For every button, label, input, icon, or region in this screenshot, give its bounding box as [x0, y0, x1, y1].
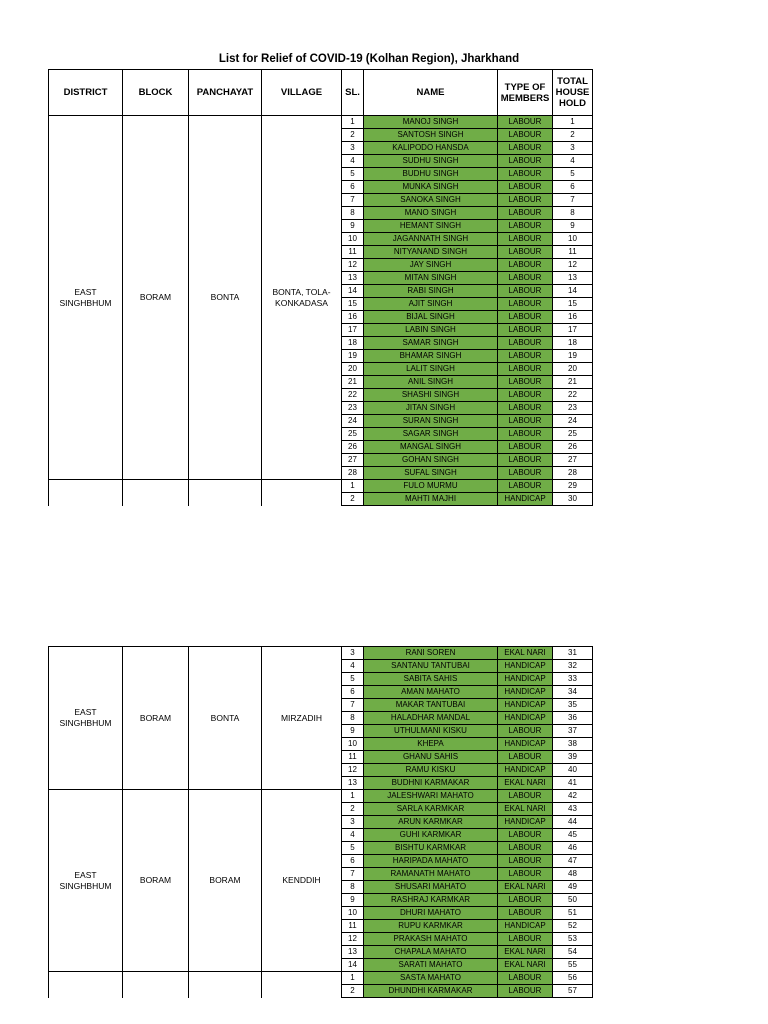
- total-household-cell: 31: [553, 647, 593, 660]
- total-household-cell: 5: [553, 168, 593, 181]
- total-household-cell: 27: [553, 454, 593, 467]
- member-type-cell: HANDICAP: [498, 673, 553, 686]
- sl-cell: 6: [342, 181, 364, 194]
- total-household-cell: 45: [553, 829, 593, 842]
- table-row: [49, 647, 593, 660]
- total-household-cell: 19: [553, 350, 593, 363]
- member-type-cell: HANDICAP: [498, 660, 553, 673]
- sl-cell: 20: [342, 363, 364, 376]
- member-type-header: TYPE OF MEMBERS: [498, 70, 553, 116]
- total-household-cell: 23: [553, 402, 593, 415]
- table-row: [49, 480, 593, 493]
- member-type-cell: EKAL NARI: [498, 777, 553, 790]
- name-header: NAME: [364, 70, 498, 116]
- sl-cell: 1: [342, 790, 364, 803]
- district-cell: EAST SINGHBHUM: [49, 116, 123, 480]
- total-household-cell: 44: [553, 816, 593, 829]
- relief-table-page-1: [48, 69, 593, 506]
- name-cell: HEMANT SINGH: [364, 220, 498, 233]
- total-household-cell: 7: [553, 194, 593, 207]
- total-household-cell: 40: [553, 764, 593, 777]
- panchayat-header: PANCHAYAT: [189, 70, 262, 116]
- name-cell: SANTOSH SINGH: [364, 129, 498, 142]
- block-cell: [123, 480, 189, 506]
- name-cell: MAKAR TANTUBAI: [364, 699, 498, 712]
- sl-cell: 10: [342, 907, 364, 920]
- sl-cell: 17: [342, 324, 364, 337]
- total-household-cell: 39: [553, 751, 593, 764]
- member-type-cell: LABOUR: [498, 298, 553, 311]
- sl-header: SL.: [342, 70, 364, 116]
- member-type-cell: LABOUR: [498, 415, 553, 428]
- member-type-cell: LABOUR: [498, 233, 553, 246]
- total-household-cell: 9: [553, 220, 593, 233]
- name-cell: MANOJ SINGH: [364, 116, 498, 129]
- sl-cell: 3: [342, 647, 364, 660]
- total-household-cell: 54: [553, 946, 593, 959]
- total-household-cell: 13: [553, 272, 593, 285]
- relief-table-page-2: [48, 646, 593, 998]
- name-cell: LABIN SINGH: [364, 324, 498, 337]
- total-household-cell: 38: [553, 738, 593, 751]
- name-cell: KALIPODO HANSDA: [364, 142, 498, 155]
- name-cell: ARUN KARMKAR: [364, 816, 498, 829]
- name-cell: SHUSARI MAHATO: [364, 881, 498, 894]
- total-household-cell: 29: [553, 480, 593, 493]
- total-household-cell: 30: [553, 493, 593, 506]
- village-cell: [262, 972, 342, 998]
- block-header: BLOCK: [123, 70, 189, 116]
- village-cell: MIRZADIH: [262, 647, 342, 790]
- member-type-cell: LABOUR: [498, 246, 553, 259]
- sl-cell: 2: [342, 803, 364, 816]
- total-household-cell: 16: [553, 311, 593, 324]
- member-type-cell: HANDICAP: [498, 920, 553, 933]
- total-household-cell: 10: [553, 233, 593, 246]
- sl-cell: 11: [342, 246, 364, 259]
- total-household-cell: 49: [553, 881, 593, 894]
- member-type-cell: LABOUR: [498, 428, 553, 441]
- sl-cell: 2: [342, 985, 364, 998]
- table-row: [49, 790, 593, 803]
- member-type-cell: LABOUR: [498, 324, 553, 337]
- sl-cell: 13: [342, 777, 364, 790]
- sl-cell: 4: [342, 829, 364, 842]
- total-household-cell: 24: [553, 415, 593, 428]
- member-type-cell: LABOUR: [498, 181, 553, 194]
- member-type-cell: LABOUR: [498, 142, 553, 155]
- name-cell: MANGAL SINGH: [364, 441, 498, 454]
- sl-cell: 8: [342, 881, 364, 894]
- member-type-cell: EKAL NARI: [498, 803, 553, 816]
- sl-cell: 24: [342, 415, 364, 428]
- name-cell: GUHI KARMKAR: [364, 829, 498, 842]
- panchayat-cell: BORAM: [189, 790, 262, 972]
- sl-cell: 7: [342, 699, 364, 712]
- name-cell: SUDHU SINGH: [364, 155, 498, 168]
- village-cell: KENDDIH: [262, 790, 342, 972]
- total-household-cell: 34: [553, 686, 593, 699]
- sl-cell: 5: [342, 673, 364, 686]
- member-type-cell: LABOUR: [498, 454, 553, 467]
- district-cell: EAST SINGHBHUM: [49, 790, 123, 972]
- name-cell: AMAN MAHATO: [364, 686, 498, 699]
- total-household-cell: 22: [553, 389, 593, 402]
- name-cell: JALESHWARI MAHATO: [364, 790, 498, 803]
- name-cell: ANIL SINGH: [364, 376, 498, 389]
- member-type-cell: LABOUR: [498, 933, 553, 946]
- block-cell: BORAM: [123, 116, 189, 480]
- sl-cell: 10: [342, 738, 364, 751]
- name-cell: BUDHU SINGH: [364, 168, 498, 181]
- name-cell: MANO SINGH: [364, 207, 498, 220]
- total-household-cell: 37: [553, 725, 593, 738]
- total-household-cell: 51: [553, 907, 593, 920]
- member-type-cell: LABOUR: [498, 790, 553, 803]
- sl-cell: 14: [342, 959, 364, 972]
- name-cell: FULO MURMU: [364, 480, 498, 493]
- total-household-cell: 18: [553, 337, 593, 350]
- sl-cell: 6: [342, 686, 364, 699]
- member-type-cell: EKAL NARI: [498, 881, 553, 894]
- total-household-cell: 52: [553, 920, 593, 933]
- total-household-cell: 17: [553, 324, 593, 337]
- member-type-cell: LABOUR: [498, 194, 553, 207]
- member-type-cell: LABOUR: [498, 467, 553, 480]
- member-type-cell: LABOUR: [498, 842, 553, 855]
- sl-cell: 26: [342, 441, 364, 454]
- name-cell: BUDHNI KARMAKAR: [364, 777, 498, 790]
- village-header: VILLAGE: [262, 70, 342, 116]
- total-household-cell: 50: [553, 894, 593, 907]
- sl-cell: 10: [342, 233, 364, 246]
- member-type-cell: LABOUR: [498, 725, 553, 738]
- sl-cell: 9: [342, 220, 364, 233]
- sl-cell: 16: [342, 311, 364, 324]
- name-cell: AJIT SINGH: [364, 298, 498, 311]
- sl-cell: 9: [342, 725, 364, 738]
- sl-cell: 15: [342, 298, 364, 311]
- name-cell: MUNKA SINGH: [364, 181, 498, 194]
- total-household-cell: 26: [553, 441, 593, 454]
- sl-cell: 5: [342, 168, 364, 181]
- member-type-cell: LABOUR: [498, 751, 553, 764]
- member-type-cell: LABOUR: [498, 285, 553, 298]
- sl-cell: 4: [342, 660, 364, 673]
- document-title: List for Relief of COVID-19 (Kolhan Region), Jharkhand: [218, 53, 520, 65]
- district-cell: [49, 480, 123, 506]
- member-type-cell: LABOUR: [498, 220, 553, 233]
- total-household-cell: 3: [553, 142, 593, 155]
- name-cell: SURAN SINGH: [364, 415, 498, 428]
- sl-cell: 27: [342, 454, 364, 467]
- name-cell: SANTANU TANTUBAI: [364, 660, 498, 673]
- total-household-cell: 56: [553, 972, 593, 985]
- sl-cell: 9: [342, 894, 364, 907]
- name-cell: SABITA SAHIS: [364, 673, 498, 686]
- member-type-cell: LABOUR: [498, 207, 553, 220]
- sl-cell: 18: [342, 337, 364, 350]
- member-type-cell: EKAL NARI: [498, 647, 553, 660]
- sl-cell: 1: [342, 116, 364, 129]
- table-row: [49, 116, 593, 129]
- sl-cell: 8: [342, 712, 364, 725]
- total-household-cell: 20: [553, 363, 593, 376]
- member-type-cell: LABOUR: [498, 350, 553, 363]
- total-household-cell: 48: [553, 868, 593, 881]
- sl-cell: 13: [342, 946, 364, 959]
- name-cell: MAHTI MAJHI: [364, 493, 498, 506]
- name-cell: BISHTU KARMKAR: [364, 842, 498, 855]
- name-cell: RASHRAJ KARMKAR: [364, 894, 498, 907]
- name-cell: BIJAL SINGH: [364, 311, 498, 324]
- member-type-cell: EKAL NARI: [498, 959, 553, 972]
- name-cell: SASTA MAHATO: [364, 972, 498, 985]
- total-household-cell: 41: [553, 777, 593, 790]
- member-type-cell: LABOUR: [498, 272, 553, 285]
- sl-cell: 12: [342, 764, 364, 777]
- total-household-cell: 33: [553, 673, 593, 686]
- member-type-cell: LABOUR: [498, 868, 553, 881]
- member-type-cell: LABOUR: [498, 389, 553, 402]
- name-cell: NITYANAND SINGH: [364, 246, 498, 259]
- member-type-cell: LABOUR: [498, 129, 553, 142]
- name-cell: JAY SINGH: [364, 259, 498, 272]
- name-cell: HARIPADA MAHATO: [364, 855, 498, 868]
- sl-cell: 4: [342, 155, 364, 168]
- block-cell: BORAM: [123, 647, 189, 790]
- member-type-cell: LABOUR: [498, 155, 553, 168]
- member-type-cell: LABOUR: [498, 337, 553, 350]
- name-cell: RAMANATH MAHATO: [364, 868, 498, 881]
- total-household-cell: 46: [553, 842, 593, 855]
- sl-cell: 22: [342, 389, 364, 402]
- sl-cell: 7: [342, 868, 364, 881]
- table-row: [49, 972, 593, 985]
- sl-cell: 23: [342, 402, 364, 415]
- member-type-cell: LABOUR: [498, 376, 553, 389]
- member-type-cell: HANDICAP: [498, 816, 553, 829]
- member-type-cell: LABOUR: [498, 480, 553, 493]
- sl-cell: 1: [342, 480, 364, 493]
- total-household-cell: 55: [553, 959, 593, 972]
- sl-cell: 25: [342, 428, 364, 441]
- total-household-cell: 42: [553, 790, 593, 803]
- total-household-cell: 15: [553, 298, 593, 311]
- member-type-cell: LABOUR: [498, 311, 553, 324]
- member-type-cell: LABOUR: [498, 363, 553, 376]
- sl-cell: 6: [342, 855, 364, 868]
- sl-cell: 2: [342, 129, 364, 142]
- block-cell: BORAM: [123, 790, 189, 972]
- name-cell: JAGANNATH SINGH: [364, 233, 498, 246]
- block-cell: [123, 972, 189, 998]
- member-type-cell: EKAL NARI: [498, 946, 553, 959]
- total-household-cell: 6: [553, 181, 593, 194]
- total-household-cell: 32: [553, 660, 593, 673]
- member-type-cell: HANDICAP: [498, 699, 553, 712]
- name-cell: KHEPA: [364, 738, 498, 751]
- panchayat-cell: [189, 972, 262, 998]
- sl-cell: 5: [342, 842, 364, 855]
- sl-cell: 1: [342, 972, 364, 985]
- sl-cell: 14: [342, 285, 364, 298]
- total-household-cell: 2: [553, 129, 593, 142]
- name-cell: CHAPALA MAHATO: [364, 946, 498, 959]
- panchayat-cell: [189, 480, 262, 506]
- total-household-cell: 25: [553, 428, 593, 441]
- total-household-cell: 8: [553, 207, 593, 220]
- name-cell: SHASHI SINGH: [364, 389, 498, 402]
- name-cell: SAGAR SINGH: [364, 428, 498, 441]
- member-type-cell: LABOUR: [498, 855, 553, 868]
- name-cell: UTHULMANI KISKU: [364, 725, 498, 738]
- sl-cell: 21: [342, 376, 364, 389]
- member-type-cell: HANDICAP: [498, 493, 553, 506]
- name-cell: RUPU KARMKAR: [364, 920, 498, 933]
- sl-cell: 3: [342, 816, 364, 829]
- sl-cell: 2: [342, 493, 364, 506]
- district-header: DISTRICT: [49, 70, 123, 116]
- total-household-cell: 43: [553, 803, 593, 816]
- member-type-cell: HANDICAP: [498, 738, 553, 751]
- name-cell: HALADHAR MANDAL: [364, 712, 498, 725]
- total-household-header: TOTAL HOUSE HOLD: [553, 70, 593, 116]
- panchayat-cell: BONTA: [189, 647, 262, 790]
- name-cell: DHURI MAHATO: [364, 907, 498, 920]
- member-type-cell: LABOUR: [498, 116, 553, 129]
- total-household-cell: 35: [553, 699, 593, 712]
- name-cell: GOHAN SINGH: [364, 454, 498, 467]
- total-household-cell: 14: [553, 285, 593, 298]
- sl-cell: 11: [342, 751, 364, 764]
- name-cell: SUFAL SINGH: [364, 467, 498, 480]
- total-household-cell: 28: [553, 467, 593, 480]
- sl-cell: 13: [342, 272, 364, 285]
- member-type-cell: LABOUR: [498, 907, 553, 920]
- header-row: [49, 70, 593, 116]
- village-cell: [262, 480, 342, 506]
- member-type-cell: LABOUR: [498, 894, 553, 907]
- name-cell: LALIT SINGH: [364, 363, 498, 376]
- sl-cell: 8: [342, 207, 364, 220]
- member-type-cell: LABOUR: [498, 829, 553, 842]
- sl-cell: 28: [342, 467, 364, 480]
- panchayat-cell: BONTA: [189, 116, 262, 480]
- sl-cell: 12: [342, 933, 364, 946]
- name-cell: DHUNDHI KARMAKAR: [364, 985, 498, 998]
- member-type-cell: HANDICAP: [498, 686, 553, 699]
- total-household-cell: 53: [553, 933, 593, 946]
- sl-cell: 7: [342, 194, 364, 207]
- name-cell: SANOKA SINGH: [364, 194, 498, 207]
- total-household-cell: 1: [553, 116, 593, 129]
- member-type-cell: LABOUR: [498, 259, 553, 272]
- name-cell: RANI SOREN: [364, 647, 498, 660]
- member-type-cell: LABOUR: [498, 402, 553, 415]
- name-cell: MITAN SINGH: [364, 272, 498, 285]
- member-type-cell: HANDICAP: [498, 712, 553, 725]
- name-cell: BHAMAR SINGH: [364, 350, 498, 363]
- member-type-cell: LABOUR: [498, 168, 553, 181]
- member-type-cell: LABOUR: [498, 972, 553, 985]
- total-household-cell: 4: [553, 155, 593, 168]
- total-household-cell: 57: [553, 985, 593, 998]
- member-type-cell: LABOUR: [498, 985, 553, 998]
- total-household-cell: 47: [553, 855, 593, 868]
- member-type-cell: HANDICAP: [498, 764, 553, 777]
- district-cell: EAST SINGHBHUM: [49, 647, 123, 790]
- total-household-cell: 36: [553, 712, 593, 725]
- district-cell: [49, 972, 123, 998]
- sl-cell: 3: [342, 142, 364, 155]
- name-cell: GHANU SAHIS: [364, 751, 498, 764]
- name-cell: RABI SINGH: [364, 285, 498, 298]
- sl-cell: 12: [342, 259, 364, 272]
- village-cell: BONTA, TOLA-KONKADASA: [262, 116, 342, 480]
- name-cell: SARLA KARMKAR: [364, 803, 498, 816]
- sl-cell: 11: [342, 920, 364, 933]
- name-cell: RAMU KISKU: [364, 764, 498, 777]
- name-cell: SARATI MAHATO: [364, 959, 498, 972]
- name-cell: JITAN SINGH: [364, 402, 498, 415]
- total-household-cell: 11: [553, 246, 593, 259]
- total-household-cell: 21: [553, 376, 593, 389]
- sl-cell: 19: [342, 350, 364, 363]
- name-cell: SAMAR SINGH: [364, 337, 498, 350]
- member-type-cell: LABOUR: [498, 441, 553, 454]
- total-household-cell: 12: [553, 259, 593, 272]
- name-cell: PRAKASH MAHATO: [364, 933, 498, 946]
